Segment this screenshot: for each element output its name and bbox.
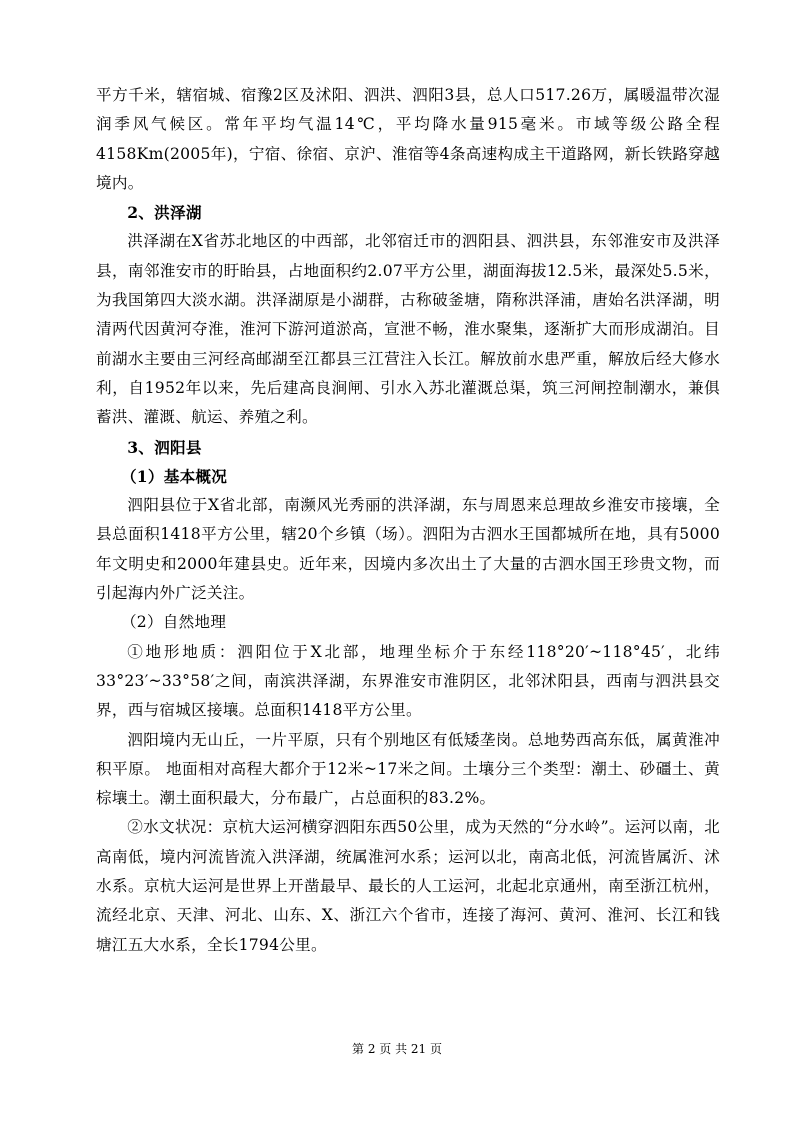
section-heading-hongze-lake: 2、洪泽湖 [127,203,202,223]
section-heading-siyang-county: 3、泗阳县 [127,437,202,457]
document-body [96,81,720,960]
paragraph-hydrology: ②水文状况：京杭大运河横穿泗阳东西50公里，成为天然的“分水岭”。运河以南，北高南低，境内河流皆流入洪泽湖，统属淮河水系；运河以北，南高北低，河流皆属沂、沭水系。京杭大运河是世界上开凿最早、最长的人工运河，北起北京通州，南至浙江杭州，流经北京、天津、河北、山东、X、浙江六个省市，连接了海河、黄河、淮河、长江和钱塘江五大水系，全长1794公里。 [96,818,720,954]
paragraph-plain-soil: 泗阳境内无山丘，一片平原，只有个别地区有低矮垄岗。总地势西高东低，属黄淮冲积平原。 地面相对高程大都介于12米~17米之间。土壤分三个类型：潮土、砂礓土、黄棕壤土。潮土面积最大，分布最广，占总面积的83.2%。 [96,730,720,808]
paragraph-hongze-lake: 洪泽湖在X省苏北地区的中西部，北邻宿迁市的泗阳县、泗洪县，东邻淮安市及洪泽县，南邻淮安市的盱眙县，占地面积约2.07平方公里，湖面海拔12.5米，最深处5.5米，为我国第四大淡水湖。洪泽湖原是小湖群，古称破釜塘，隋称洪泽浦，唐始名洪泽湖，明清两代因黄河夺淮，淮河下游河道淤高，宣泄不畅，淮水聚集，逐渐扩大而形成湖泊。目前湖水主要由三河经高邮湖至江都县三江营注入长江。解放前水患严重，解放后经大修水利，自1952年以来，先后建高良涧闸、引水入苏北灌溉总渠，筑三河闸控制潮水，兼俱蓄洪、灌溉、航运、养殖之利。 [96,232,720,427]
paragraph-basic-overview: 泗阳县位于X省北部，南濒风光秀丽的洪泽湖，东与周恩来总理故乡淮安市接壤，全县总面积1418平方公里，辖20个乡镇（场）。泗阳为古泗水王国都城所在地，具有5000年文明史和2000年建县史。近年来，因境内多次出土了大量的古泗水国王珍贵文物，而引起海内外广泛关注。 [96,496,720,603]
page-footer: 第 2 页 共 21 页 [352,1042,442,1056]
subsection-heading-basic-overview: （1）基本概况 [120,466,228,486]
paragraph-continued: 平方千米，辖宿城、宿豫2区及沭阳、泗洪、泗阳3县，总人口517.26万，属暖温带次湿润季风气候区。常年平均气温14℃，平均降水量915毫米。市域等级公路全程4158Km(2005年)，宁宿、徐宿、京沪、淮宿等4条高速构成主干道路网，新长铁路穿越境内。 [96,86,720,192]
paragraph-terrain-geology: ①地形地质：泗阳位于X北部，地理坐标介于东经118°20′~118°45′，北纬33°23′~33°58′之间，南滨洪泽湖，东界淮安市淮阴区，北邻沭阳县，西南与泗洪县交界，西与宿城区接壤。总面积1418平方公里。 [96,642,720,720]
subsection-heading-natural-geography: （2）自然地理 [120,613,227,632]
